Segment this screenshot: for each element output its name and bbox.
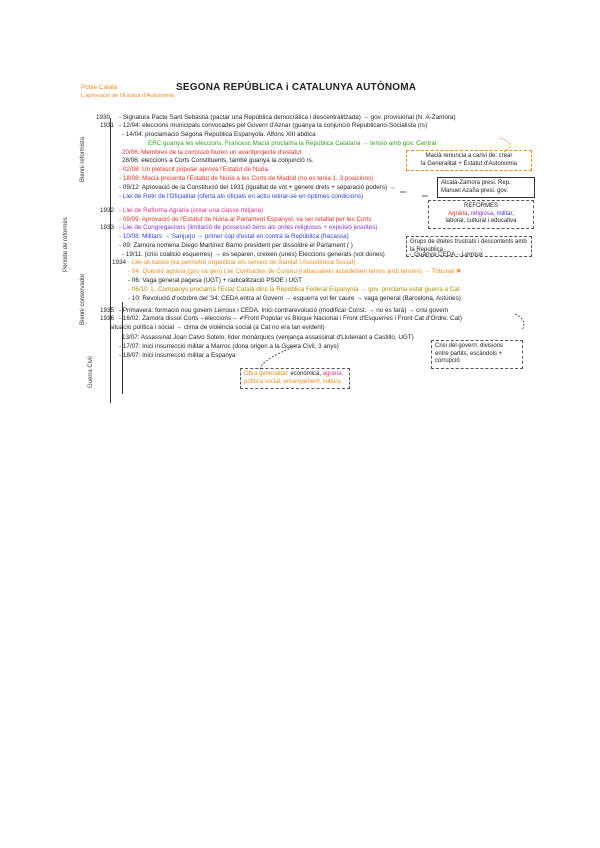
entry-1931-erc: ERC guanya les eleccions. Francesc Macià proclama la República Catalana → tensió amb gov. Central [148, 140, 437, 147]
reforma-religiosa: religiosa [470, 210, 494, 217]
entry-1936-front: - 16/02: Zamora dissol Corts→eleccions→ ✔Front Popular vs Bloque Nacional i Front d'Esquerres i Front Cat d'Ordre. Cat) [119, 315, 462, 322]
entry-1931-corts: 28/06: eleccions a Corts Constituents, també guanya la conjunció rs. [122, 157, 314, 164]
entry-1932-agraria: - Llei de Reforma Agrària (crear una classe mitjana) [119, 207, 264, 214]
page-title: SEGONA REPÚBLICA i CATALUNYA AUTÒNOMA [176, 82, 417, 93]
entry-1933-sanjurjo: - 10/08: Militars → Sanjurjo → primer cop d'estat en contra la República (fracassa) [119, 233, 349, 240]
entry-1934-conreu: - 04: Qüestió agrària (gov va gen) Llei Contractes de Conreu (rabassaires accedeixen terres amb termes) → Tribunal ✖ [128, 268, 462, 275]
box-macia-renuncia: Macià renuncia a canvi de: crear la Generalitat + Estatut d'Autonomia [406, 150, 532, 171]
period-bienni-reformista: Bienni reformista [80, 136, 86, 182]
reforma-agraria: Agrària [448, 210, 468, 217]
year-1933: 1933 [100, 224, 115, 231]
entry-1933-congregacions: - Llei de Congregacions (limitació de possessió béns als ordes religiosos + expulsió jesuïtes) [119, 224, 378, 231]
entry-1935: - Primavera: formació nou govern Lerroux i CEDA. Inici contrarevolució (modificar Const. → no es farà) → crisi govern [119, 307, 449, 314]
reformes-rest: laboral, cultural i educativa [445, 218, 517, 224]
entry-1931-constitucio: - 09/12: Aprovació de la Constitució del 1931 (igualtat de vot + gènere drets + separació poders) → [119, 184, 396, 191]
period-guerra-civil: Guerra Civil [88, 356, 94, 388]
year-1936: 1936 [100, 315, 115, 322]
entry-1936-calvo-sotelo: 13/07: Assassinat Joan Calvo Sotelo, líder monàrquics (venjança assassinat d'Llutenant a Castillo, UGT) [122, 334, 414, 341]
box-crisi-govern: Crisi del govern: divisions entre partits, escàndols + corrupció [431, 340, 523, 369]
period-reformes: Període de reformes [63, 217, 69, 272]
reforma-militar: militar [496, 210, 513, 217]
entry-1931-plebiscit: - 02/08: Un plebiscit popular aprova l'Estatut de Núria. [119, 166, 270, 173]
entry-1931-comissio: 20/06: Membres de la comissió lliuren un avantprojecte d'estatut [122, 149, 302, 156]
entry-1931-proclamacio: - 14/04: proclamació Segona República Espanyola. Alfons XIII abdica [122, 131, 316, 138]
entry-1936-marroc: - 17/07: Inici insurrecció militar a Marroc (dona origen a la Guerra Civil, 3 anys) [119, 343, 339, 350]
box-alcala-azana: Alcalá-Zamora presi. Rep. Manuel Azaña presi. gov. [437, 177, 535, 198]
obra-economica: econòmica, [290, 371, 322, 377]
entry-1934-companys: - 06/10: L. Companys proclama l'Estat Català dins la República Federal Espanyola → gov. proclama estat guerra a Cat [128, 286, 460, 293]
entry-1931-macia-corts: - 18/08: Macià presenta l'Estatut de Núria a les Corts de Madrid (no es tenia 1, 3 posicions) [119, 175, 374, 182]
entry-1931-eleccions: - 12/04: eleccions municipals convocades pel Govern d'Aznar (guanya la conjunció Republicano-Socialista (rs) [119, 122, 428, 129]
entry-1930: - Signatura Pacte Sant Sebastià (pactar una República democràtica i descentralitzada) → gov. provisional (N. A-Zamora) [119, 114, 456, 121]
reformes-title: REFORMES [463, 203, 498, 209]
subtopic-label: L'aprovació de l'Estatut d'Autonomia [81, 93, 175, 99]
obra-title: Obra generalitat: [244, 371, 289, 377]
reformes-list: Agrària, religiosa, militar, [448, 210, 514, 217]
entry-1934-revolucio: - 10: Revolució d'octubre del '34: CEDA entra al Govern → esquerra vol fer caure → vaga general (Barcelona, Astúries) [128, 295, 461, 302]
entry-1936-violencia: situació política i social → clima de violència social (a Cat no era tan evident) [110, 324, 325, 331]
year-1934: 1934 [112, 259, 127, 266]
topic-label: Poble Català [81, 84, 118, 91]
connector-lines [100, 130, 540, 380]
entry-1934-bases: - Llei de bases (va permetre organitzar els serveis de Sanitat i Assistència Social) [128, 259, 356, 266]
obra-rest: política social, ensenyament, cultura [244, 378, 341, 385]
box-frustracio-dretes: Grups de dretes frustrats i descontents amb la República [406, 236, 532, 257]
period-bienni-conservador: Bienni conservador [80, 273, 86, 325]
year-1932: 1932 [100, 207, 115, 214]
entry-1936-espanya: - 18/07: Inici insurrecció militar a Espanya [119, 352, 236, 359]
entry-1933-eleccions: - 19/11: (crisi coalició esquerres) → es separen, creixen (unes) Eleccions generals (vot dones) [122, 251, 385, 258]
year-1931: 1931 [100, 122, 115, 129]
year-1935: 1935 [100, 307, 115, 314]
entry-1931-retir: - Llei de Retir de l'Oficialitat (oferta als oficials en actiu retirar-se en òptimes condicions) [119, 193, 364, 200]
obra-agraria: agrària, [322, 371, 344, 377]
entry-1933-zamora: - 09: Zamora nomena Diego Martínez Barrio president per dissoldre el Parlament ( ) [119, 242, 353, 249]
note-guanya-ceda: → Guanya CEDA→Lerroux [406, 251, 483, 258]
entry-1932-estatut: - 09/09: Aprovació de l'Estatut de Núria al Parlament Espanyol, va ser retallat per les Corts [119, 216, 372, 223]
year-1930: 1930 [96, 114, 111, 121]
entry-1934-vaga: - 06: Vaga general pagesa (UGT) + radicalització PSOE i UGT [128, 277, 302, 284]
